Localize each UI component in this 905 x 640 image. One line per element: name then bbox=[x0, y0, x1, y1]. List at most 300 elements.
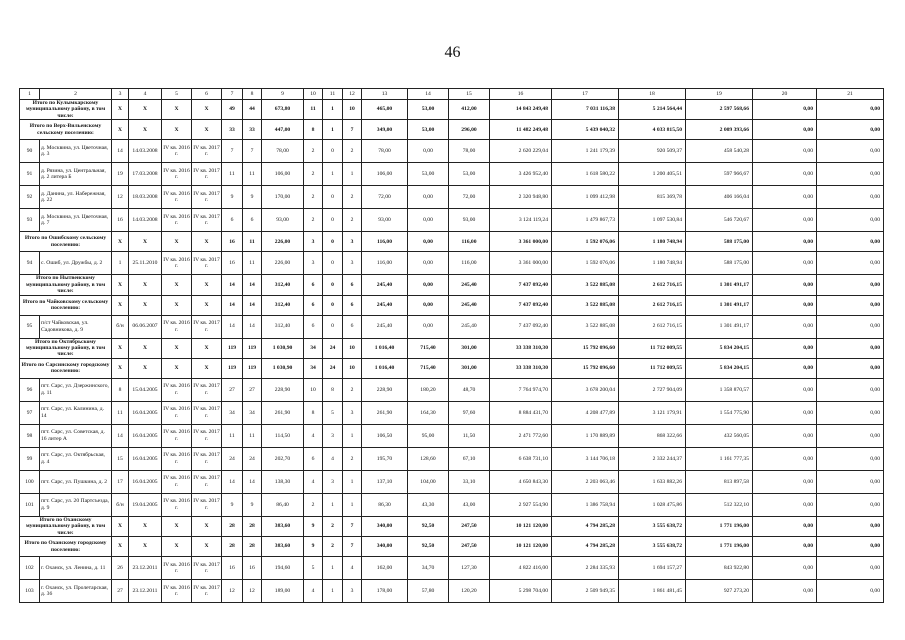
table-cell: 9 bbox=[304, 537, 323, 557]
table-cell: 340,00 bbox=[362, 516, 408, 536]
table-cell: IV кв. 2016 г. bbox=[162, 315, 192, 338]
table-cell: 2 bbox=[343, 209, 362, 232]
table-cell: 3 bbox=[343, 580, 362, 603]
table-cell: б/н bbox=[112, 315, 129, 338]
table-cell: 7 437 092,40 bbox=[490, 315, 552, 338]
table-cell: 120,20 bbox=[449, 580, 490, 603]
table-cell: 0,00 bbox=[753, 100, 817, 120]
table-row bbox=[20, 470, 884, 493]
table-cell: 202,70 bbox=[262, 447, 304, 470]
table-cell: 6 bbox=[222, 209, 243, 232]
table-cell: 0 bbox=[323, 275, 343, 295]
table-cell: 2 597 568,66 bbox=[686, 100, 753, 120]
table-cell: 2 203 063,46 bbox=[552, 470, 619, 493]
table-cell: X bbox=[162, 100, 192, 120]
table-cell: 28 bbox=[222, 516, 243, 536]
table-cell: 1 161 777,35 bbox=[686, 447, 753, 470]
table-cell: 5 bbox=[304, 557, 323, 580]
table-cell: 3 144 706,18 bbox=[552, 447, 619, 470]
table-cell: 25.11.2010 bbox=[129, 252, 162, 275]
table-cell: 3 124 119,24 bbox=[490, 209, 552, 232]
table-cell: 3 361 000,00 bbox=[490, 252, 552, 275]
table-cell: X bbox=[129, 537, 162, 557]
table-row bbox=[20, 252, 884, 275]
header-cell: 19 bbox=[686, 89, 753, 100]
table-cell: 34 bbox=[243, 401, 262, 424]
table-cell: 2 620 229,04 bbox=[490, 140, 552, 163]
table-cell: 3 bbox=[323, 470, 343, 493]
table-cell: 6 bbox=[304, 447, 323, 470]
table-cell: 5 834 204,15 bbox=[686, 358, 753, 378]
table-cell: 7 764 974,70 bbox=[490, 378, 552, 401]
table-cell: 2 727 904,09 bbox=[619, 378, 686, 401]
table-cell: 245,40 bbox=[449, 295, 490, 315]
table-cell: X bbox=[112, 275, 129, 295]
table-cell: 4 bbox=[343, 557, 362, 580]
table-cell: 92,50 bbox=[408, 537, 449, 557]
table-cell: 2 332 244,37 bbox=[619, 447, 686, 470]
header-cell: 17 bbox=[552, 89, 619, 100]
table-cell: 3 522 885,08 bbox=[552, 275, 619, 295]
subtotal-row bbox=[20, 338, 884, 358]
header-row bbox=[20, 89, 884, 100]
table-cell: 0,00 bbox=[408, 209, 449, 232]
table-cell: 14 bbox=[222, 295, 243, 315]
row-number: 95 bbox=[20, 315, 40, 338]
table-cell: IV кв. 2016 г. bbox=[162, 209, 192, 232]
table-cell: X bbox=[129, 100, 162, 120]
table-cell: 16.04.2005 bbox=[129, 447, 162, 470]
table-cell: 1 301 491,17 bbox=[686, 295, 753, 315]
header-cell: 5 bbox=[162, 89, 192, 100]
address-cell: с. Ошиб, ул. Дружбы, д. 2 bbox=[40, 252, 112, 275]
table-cell: 93,00 bbox=[449, 209, 490, 232]
table-cell: 67,10 bbox=[449, 447, 490, 470]
table-cell: X bbox=[129, 358, 162, 378]
address-cell: пгт. Сарс, ул. 20 Партсъезда, д. 9 bbox=[40, 493, 112, 516]
table-cell: 127,30 bbox=[449, 557, 490, 580]
table-cell: 383,60 bbox=[262, 516, 304, 536]
table-cell: 8 bbox=[112, 378, 129, 401]
table-cell: 301,00 bbox=[449, 338, 490, 358]
table-cell: 0,00 bbox=[753, 424, 817, 447]
table-cell: 4 822 416,00 bbox=[490, 557, 552, 580]
row-number: 97 bbox=[20, 401, 40, 424]
table-cell: 465,00 bbox=[362, 100, 408, 120]
table-cell: X bbox=[112, 100, 129, 120]
table-cell: 1 301 491,17 bbox=[686, 275, 753, 295]
table-cell: 1 180 748,94 bbox=[619, 232, 686, 252]
table-cell: 48,70 bbox=[449, 378, 490, 401]
header-cell: 3 bbox=[112, 89, 129, 100]
table-cell: 1 bbox=[323, 493, 343, 516]
table-cell: 6 bbox=[304, 315, 323, 338]
table-cell: 1 bbox=[112, 252, 129, 275]
address-cell: пгт. Сарс, ул. Пушкина, д. 2 bbox=[40, 470, 112, 493]
table-cell: 5 298 704,00 bbox=[490, 580, 552, 603]
subtotal-row bbox=[20, 275, 884, 295]
table-cell: 43,30 bbox=[408, 493, 449, 516]
table-cell: 0,00 bbox=[753, 493, 817, 516]
table-cell: 0,00 bbox=[817, 493, 884, 516]
table-cell: 8 bbox=[323, 378, 343, 401]
table-cell: 2 bbox=[304, 186, 323, 209]
header-cell: 8 bbox=[243, 89, 262, 100]
table-cell: 261,90 bbox=[262, 401, 304, 424]
table-cell: X bbox=[129, 295, 162, 315]
table-cell: 0,00 bbox=[817, 315, 884, 338]
table-cell: 164,30 bbox=[408, 401, 449, 424]
table-cell: 11 bbox=[222, 163, 243, 186]
table-cell: 106,50 bbox=[362, 424, 408, 447]
table-cell: IV кв. 2017 г. bbox=[192, 424, 222, 447]
table-cell: 26 bbox=[112, 557, 129, 580]
subtotal-label: Итого по Оханскому муниципальному району, в том числе: bbox=[20, 516, 112, 536]
table-cell: X bbox=[162, 358, 192, 378]
table-cell: 3 522 885,08 bbox=[552, 295, 619, 315]
table-cell: 1 bbox=[343, 163, 362, 186]
table-cell: X bbox=[129, 275, 162, 295]
table-cell: 7 bbox=[243, 140, 262, 163]
table-cell: 1 592 076,06 bbox=[552, 232, 619, 252]
table-row bbox=[20, 378, 884, 401]
table-cell: 5 214 564,44 bbox=[619, 100, 686, 120]
table-cell: 8 bbox=[304, 120, 323, 140]
address-cell: д. Москвина, ул. Цветочная, д. 3 bbox=[40, 140, 112, 163]
table-cell: X bbox=[129, 338, 162, 358]
table-cell: 868 322,66 bbox=[619, 424, 686, 447]
table-cell: 0,00 bbox=[753, 140, 817, 163]
table-cell: 9 bbox=[304, 516, 323, 536]
table-cell: 5 834 204,15 bbox=[686, 338, 753, 358]
table-cell: 23.12.2011 bbox=[129, 580, 162, 603]
header-cell: 10 bbox=[304, 89, 323, 100]
table-cell: 1 030,90 bbox=[262, 338, 304, 358]
table-cell: 11 bbox=[243, 232, 262, 252]
table-cell: 1 180 748,94 bbox=[619, 252, 686, 275]
address-cell: г. Оханск, ул. Пролетарская, д. 36 bbox=[40, 580, 112, 603]
table-cell: IV кв. 2017 г. bbox=[192, 315, 222, 338]
table-cell: 14.03.2008 bbox=[129, 209, 162, 232]
table-cell: 1 bbox=[343, 493, 362, 516]
table-cell: 6 bbox=[343, 275, 362, 295]
table-cell: 11 bbox=[304, 100, 323, 120]
header-cell: 13 bbox=[362, 89, 408, 100]
table-cell: X bbox=[192, 232, 222, 252]
table-cell: IV кв. 2016 г. bbox=[162, 140, 192, 163]
table-cell: IV кв. 2016 г. bbox=[162, 252, 192, 275]
table-cell: 7 bbox=[343, 516, 362, 536]
table-cell: 72,00 bbox=[362, 186, 408, 209]
address-cell: д. Рязина, ул. Центральная, д. 2 литера Б bbox=[40, 163, 112, 186]
row-number: 101 bbox=[20, 493, 40, 516]
address-cell: д. Москвина, ул. Цветочная, д. 7 bbox=[40, 209, 112, 232]
table-cell: X bbox=[192, 358, 222, 378]
table-cell: 0,00 bbox=[408, 140, 449, 163]
table-cell: 14 bbox=[222, 315, 243, 338]
table-cell: 11 bbox=[222, 424, 243, 447]
table-cell: 15 792 096,60 bbox=[552, 358, 619, 378]
table-cell: 0,00 bbox=[753, 338, 817, 358]
table-cell: 137,10 bbox=[362, 470, 408, 493]
table-cell: IV кв. 2017 г. bbox=[192, 186, 222, 209]
table-cell: 7 437 092,40 bbox=[490, 275, 552, 295]
table-cell: 10 121 120,00 bbox=[490, 516, 552, 536]
table-cell: 15 bbox=[112, 447, 129, 470]
table-cell: 3 555 638,72 bbox=[619, 516, 686, 536]
table-cell: 119 bbox=[243, 358, 262, 378]
table-cell: 11 712 009,55 bbox=[619, 338, 686, 358]
row-number: 93 bbox=[20, 209, 40, 232]
table-cell: 53,00 bbox=[408, 163, 449, 186]
table-cell: IV кв. 2016 г. bbox=[162, 163, 192, 186]
table-cell: X bbox=[112, 516, 129, 536]
address-cell: пгт. Сарс, ул. Советская, д. 16 литер А bbox=[40, 424, 112, 447]
table-cell: IV кв. 2016 г. bbox=[162, 401, 192, 424]
table-cell: 3 bbox=[304, 252, 323, 275]
table-cell: 312,40 bbox=[262, 315, 304, 338]
table-cell: 1 633 882,26 bbox=[619, 470, 686, 493]
table-cell: 189,00 bbox=[262, 580, 304, 603]
table-cell: X bbox=[129, 516, 162, 536]
data-table bbox=[19, 88, 884, 603]
table-cell: 312,40 bbox=[262, 275, 304, 295]
table-cell: X bbox=[112, 358, 129, 378]
table-cell: IV кв. 2016 г. bbox=[162, 493, 192, 516]
table-cell: 0,00 bbox=[817, 447, 884, 470]
table-cell: 2 bbox=[304, 209, 323, 232]
table-cell: 3 bbox=[343, 401, 362, 424]
table-cell: 11 bbox=[243, 252, 262, 275]
table-cell: 4 bbox=[304, 580, 323, 603]
table-cell: 0,00 bbox=[817, 275, 884, 295]
table-cell: 5 439 040,32 bbox=[552, 120, 619, 140]
subtotal-row bbox=[20, 516, 884, 536]
table-cell: 0,00 bbox=[753, 209, 817, 232]
table-cell: 12 bbox=[243, 580, 262, 603]
table-cell: 114,50 bbox=[262, 424, 304, 447]
table-cell: 57,80 bbox=[408, 580, 449, 603]
table-cell: 16 bbox=[222, 252, 243, 275]
table-cell: 301,00 bbox=[449, 358, 490, 378]
header-cell: 12 bbox=[343, 89, 362, 100]
table-cell: 17.03.2008 bbox=[129, 163, 162, 186]
subtotal-label: Итого по Сарсинскому городскому поселению: bbox=[20, 358, 112, 378]
subtotal-label: Итого по Нытвенскому муниципальному району, в том числе: bbox=[20, 275, 112, 295]
table-cell: 8 bbox=[304, 401, 323, 424]
table-cell: 3 678 200,04 bbox=[552, 378, 619, 401]
table-cell: 9 bbox=[243, 493, 262, 516]
table-cell: 1 771 196,00 bbox=[686, 516, 753, 536]
table-cell: 432 560,05 bbox=[686, 424, 753, 447]
table-cell: 447,00 bbox=[262, 120, 304, 140]
table-cell: 97,60 bbox=[449, 401, 490, 424]
table-cell: X bbox=[112, 232, 129, 252]
table-cell: 4 bbox=[323, 447, 343, 470]
table-cell: 16 bbox=[222, 557, 243, 580]
table-cell: IV кв. 2017 г. bbox=[192, 447, 222, 470]
table-cell: X bbox=[192, 537, 222, 557]
table-cell: IV кв. 2017 г. bbox=[192, 163, 222, 186]
address-cell: пгт. Сарс, ул. Калинина, д. 14 bbox=[40, 401, 112, 424]
row-number: 99 bbox=[20, 447, 40, 470]
table-cell: IV кв. 2016 г. bbox=[162, 447, 192, 470]
header-cell: 11 bbox=[323, 89, 343, 100]
table-cell: 247,50 bbox=[449, 537, 490, 557]
table-cell: 6 bbox=[343, 295, 362, 315]
table-cell: 7 bbox=[343, 537, 362, 557]
table-cell: 14 843 249,48 bbox=[490, 100, 552, 120]
table-row bbox=[20, 580, 884, 603]
table-cell: 0,00 bbox=[408, 275, 449, 295]
row-number: 100 bbox=[20, 470, 40, 493]
table-cell: IV кв. 2017 г. bbox=[192, 557, 222, 580]
table-cell: 226,00 bbox=[262, 252, 304, 275]
table-cell: 178,00 bbox=[362, 580, 408, 603]
table-cell: 1 bbox=[323, 557, 343, 580]
table-cell: IV кв. 2017 г. bbox=[192, 580, 222, 603]
table-cell: IV кв. 2016 г. bbox=[162, 424, 192, 447]
table-cell: 11 bbox=[243, 424, 262, 447]
table-cell: 0,00 bbox=[408, 315, 449, 338]
table-cell: 458 540,28 bbox=[686, 140, 753, 163]
table-cell: X bbox=[192, 338, 222, 358]
table-cell: 228,90 bbox=[262, 378, 304, 401]
table-cell: X bbox=[192, 275, 222, 295]
table-cell: X bbox=[162, 516, 192, 536]
table-cell: 4 794 285,28 bbox=[552, 537, 619, 557]
table-cell: 6 bbox=[243, 209, 262, 232]
table-cell: 1 592 076,06 bbox=[552, 252, 619, 275]
table-cell: 53,00 bbox=[408, 100, 449, 120]
table-cell: 34,70 bbox=[408, 557, 449, 580]
table-cell: 44 bbox=[243, 100, 262, 120]
table-cell: 24 bbox=[222, 447, 243, 470]
table-cell: 1 028 475,86 bbox=[619, 493, 686, 516]
table-cell: X bbox=[162, 232, 192, 252]
table-cell: б/н bbox=[112, 493, 129, 516]
table-cell: 27 bbox=[222, 378, 243, 401]
table-cell: 11,50 bbox=[449, 424, 490, 447]
table-cell: 0,00 bbox=[753, 252, 817, 275]
table-cell: 0,00 bbox=[753, 186, 817, 209]
table-cell: 14 bbox=[222, 275, 243, 295]
table-cell: 588 175,00 bbox=[686, 232, 753, 252]
header-cell: 2 bbox=[40, 89, 112, 100]
table-cell: X bbox=[112, 120, 129, 140]
table-cell: 1 170 889,89 bbox=[552, 424, 619, 447]
table-cell: 3 121 179,91 bbox=[619, 401, 686, 424]
table-cell: 1 099 412,98 bbox=[552, 186, 619, 209]
table-cell: 3 bbox=[304, 232, 323, 252]
table-cell: 2 bbox=[304, 493, 323, 516]
table-cell: 3 bbox=[323, 424, 343, 447]
table-cell: 0,00 bbox=[408, 295, 449, 315]
table-cell: X bbox=[112, 537, 129, 557]
table-cell: 10 bbox=[343, 100, 362, 120]
address-cell: пгт. Сарс, ул. Октябрьская, д. 4 bbox=[40, 447, 112, 470]
table-cell: 0,00 bbox=[408, 252, 449, 275]
table-cell: 1 554 775,90 bbox=[686, 401, 753, 424]
row-number: 103 bbox=[20, 580, 40, 603]
table-cell: 6 638 731,10 bbox=[490, 447, 552, 470]
table-cell: 170,00 bbox=[262, 186, 304, 209]
table-cell: X bbox=[192, 120, 222, 140]
table-cell: 53,00 bbox=[449, 163, 490, 186]
table-cell: 6 bbox=[343, 315, 362, 338]
table-cell: 0,00 bbox=[817, 580, 884, 603]
table-cell: 1 016,40 bbox=[362, 358, 408, 378]
table-cell: 2 509 949,35 bbox=[552, 580, 619, 603]
table-cell: 34 bbox=[304, 358, 323, 378]
table-cell: 78,00 bbox=[262, 140, 304, 163]
header-cell: 20 bbox=[753, 89, 817, 100]
table-cell: 18.03.2008 bbox=[129, 186, 162, 209]
table-cell: 6 bbox=[304, 275, 323, 295]
header-cell: 16 bbox=[490, 89, 552, 100]
table-cell: 4 650 843,30 bbox=[490, 470, 552, 493]
subtotal-row bbox=[20, 120, 884, 140]
table-cell: 2 bbox=[323, 516, 343, 536]
table-cell: 14 bbox=[243, 275, 262, 295]
table-cell: X bbox=[192, 295, 222, 315]
table-cell: 24 bbox=[323, 338, 343, 358]
subtotal-label: Итого по Верх-Вильенскому сельскому поселению: bbox=[20, 120, 112, 140]
table-cell: 12 bbox=[222, 580, 243, 603]
subtotal-row bbox=[20, 295, 884, 315]
table-cell: 4 208 477,89 bbox=[552, 401, 619, 424]
table-cell: IV кв. 2016 г. bbox=[162, 186, 192, 209]
header-cell: 21 bbox=[817, 89, 884, 100]
table-cell: 0,00 bbox=[817, 557, 884, 580]
table-cell: 162,00 bbox=[362, 557, 408, 580]
table-cell: 3 bbox=[343, 252, 362, 275]
table-cell: 0 bbox=[323, 252, 343, 275]
table-cell: 2 612 716,15 bbox=[619, 275, 686, 295]
table-cell: 597 966,67 bbox=[686, 163, 753, 186]
table-cell: 0,00 bbox=[753, 537, 817, 557]
table-cell: 27 bbox=[112, 580, 129, 603]
table-cell: 16.04.2005 bbox=[129, 401, 162, 424]
table-cell: 116,00 bbox=[449, 232, 490, 252]
table-cell: 14 bbox=[112, 424, 129, 447]
table-cell: 0,00 bbox=[817, 232, 884, 252]
table-cell: 14 bbox=[243, 295, 262, 315]
table-cell: 0,00 bbox=[817, 516, 884, 536]
subtotal-label: Итого по Чайковскому сельскому поселению: bbox=[20, 295, 112, 315]
table-cell: 16 bbox=[243, 557, 262, 580]
table-cell: 33 338 310,30 bbox=[490, 338, 552, 358]
table-cell: 15 792 096,60 bbox=[552, 338, 619, 358]
table-cell: 920 509,37 bbox=[619, 140, 686, 163]
table-cell: 0,00 bbox=[753, 163, 817, 186]
table-cell: 0 bbox=[323, 315, 343, 338]
table-cell: 11 712 009,55 bbox=[619, 358, 686, 378]
table-cell: 0,00 bbox=[753, 275, 817, 295]
table-cell: 1 030,90 bbox=[262, 358, 304, 378]
table-cell: 245,40 bbox=[362, 295, 408, 315]
table-cell: 14 bbox=[222, 470, 243, 493]
table-cell: 2 bbox=[343, 378, 362, 401]
table-cell: 10 bbox=[343, 338, 362, 358]
table-cell: 8 884 431,70 bbox=[490, 401, 552, 424]
header-cell: 14 bbox=[408, 89, 449, 100]
table-cell: 412,00 bbox=[449, 100, 490, 120]
table-cell: 95,00 bbox=[408, 424, 449, 447]
subtotal-row bbox=[20, 100, 884, 120]
row-number: 94 bbox=[20, 252, 40, 275]
table-cell: 383,60 bbox=[262, 537, 304, 557]
